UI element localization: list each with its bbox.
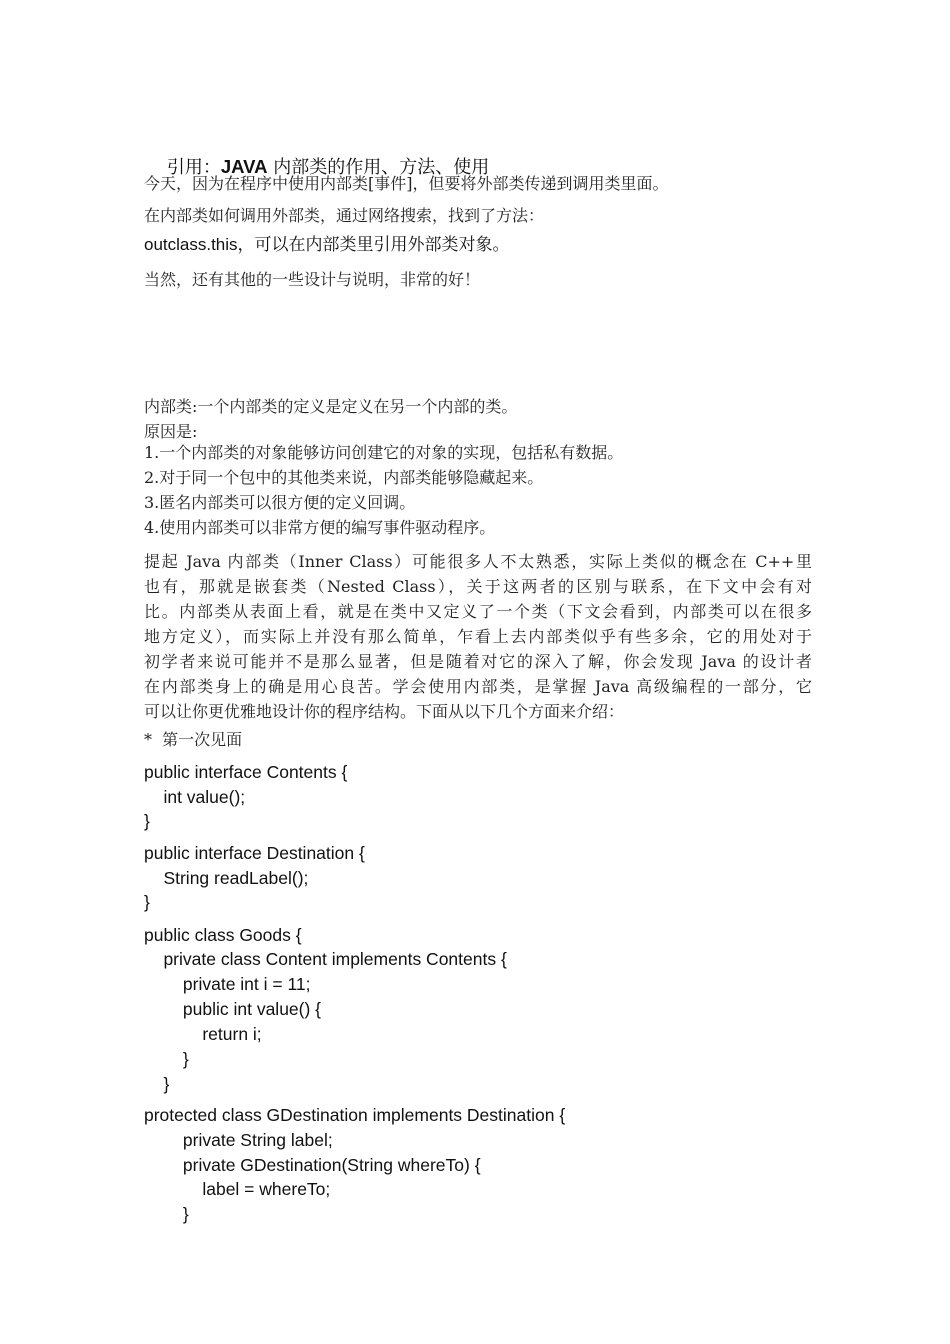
section-heading: * 第一次见面	[144, 730, 243, 749]
paragraph-line: 地方定义），而实际上并没有那么简单，乍看上去内部类似乎有些多余，它的用处对于	[144, 627, 812, 646]
code-line: int value();	[144, 787, 246, 807]
title-suffix: 内部类的作用、方法、使用	[267, 157, 490, 178]
intro-paragraph	[144, 549, 812, 724]
code-line: }	[144, 892, 150, 912]
definition-item: 2.对于同一个包中的其他类来说，内部类能够隐藏起来。	[144, 468, 544, 487]
code-line: public class Goods {	[144, 925, 302, 945]
title-bold-java: JAVA	[220, 156, 268, 177]
paragraph-line: 可以让你更优雅地设计你的程序结构。下面从以下几个方面来介绍：	[144, 702, 625, 721]
code-line: String readLabel();	[144, 868, 309, 888]
code-line: }	[144, 1074, 170, 1094]
code-line: private String label;	[144, 1130, 333, 1150]
paragraph-line: 初学者来说可能并不是那么显著，但是随着对它的深入了解，你会发现 Java 的设计者	[144, 652, 812, 671]
intro-line: 当然，还有其他的一些设计与说明，非常的好！	[144, 270, 481, 289]
code-line: return i;	[144, 1024, 262, 1044]
definition-item: 1.一个内部类的对象能够访问创建它的对象的实现，包括私有数据。	[144, 443, 624, 462]
code-line: private int i = 11;	[144, 974, 311, 994]
code-line: protected class GDestination implements Destination {	[144, 1105, 566, 1125]
definition-line: 内部类:一个内部类的定义是定义在另一个内部的类。	[144, 397, 518, 416]
code-line: private class Content implements Contents {	[144, 949, 507, 969]
code-line: }	[144, 1204, 189, 1224]
code-line: label = whereTo;	[144, 1179, 331, 1199]
title-prefix: 引用：	[166, 157, 221, 178]
code-line: }	[144, 811, 150, 831]
intro-line: 在内部类如何调用外部类，通过网络搜索，找到了方法：	[144, 206, 545, 225]
paragraph-line: 提起 Java 内部类（Inner Class）可能很多人不太熟悉，实际上类似的概念在 C++里	[144, 552, 812, 571]
code-line: private GDestination(String whereTo) {	[144, 1155, 481, 1175]
definition-item: 3.匿名内部类可以很方便的定义回调。	[144, 493, 416, 512]
paragraph-line: 也有，那就是嵌套类（Nested Class），关于这两者的区别与联系，在下文中会有对	[144, 577, 812, 596]
intro-line: outclass.this，可以在内部类里引用外部类对象。	[144, 235, 510, 254]
definition-item: 4.使用内部类可以非常方便的编写事件驱动程序。	[144, 518, 496, 537]
code-line: public interface Contents {	[144, 762, 348, 782]
definition-line: 原因是:	[144, 422, 198, 441]
code-line: public interface Destination {	[144, 843, 365, 863]
code-line: public int value() {	[144, 999, 322, 1019]
paragraph-line: 在内部类身上的确是用心良苦。学会使用内部类，是掌握 Java 高级编程的一部分，它	[144, 677, 812, 696]
paragraph-line: 比。内部类从表面上看，就是在类中又定义了一个类（下文会看到，内部类可以在很多	[144, 602, 812, 621]
code-line: }	[144, 1049, 189, 1069]
intro-line: 今天，因为在程序中使用内部类[事件]，但要将外部类传递到调用类里面。	[144, 174, 669, 193]
